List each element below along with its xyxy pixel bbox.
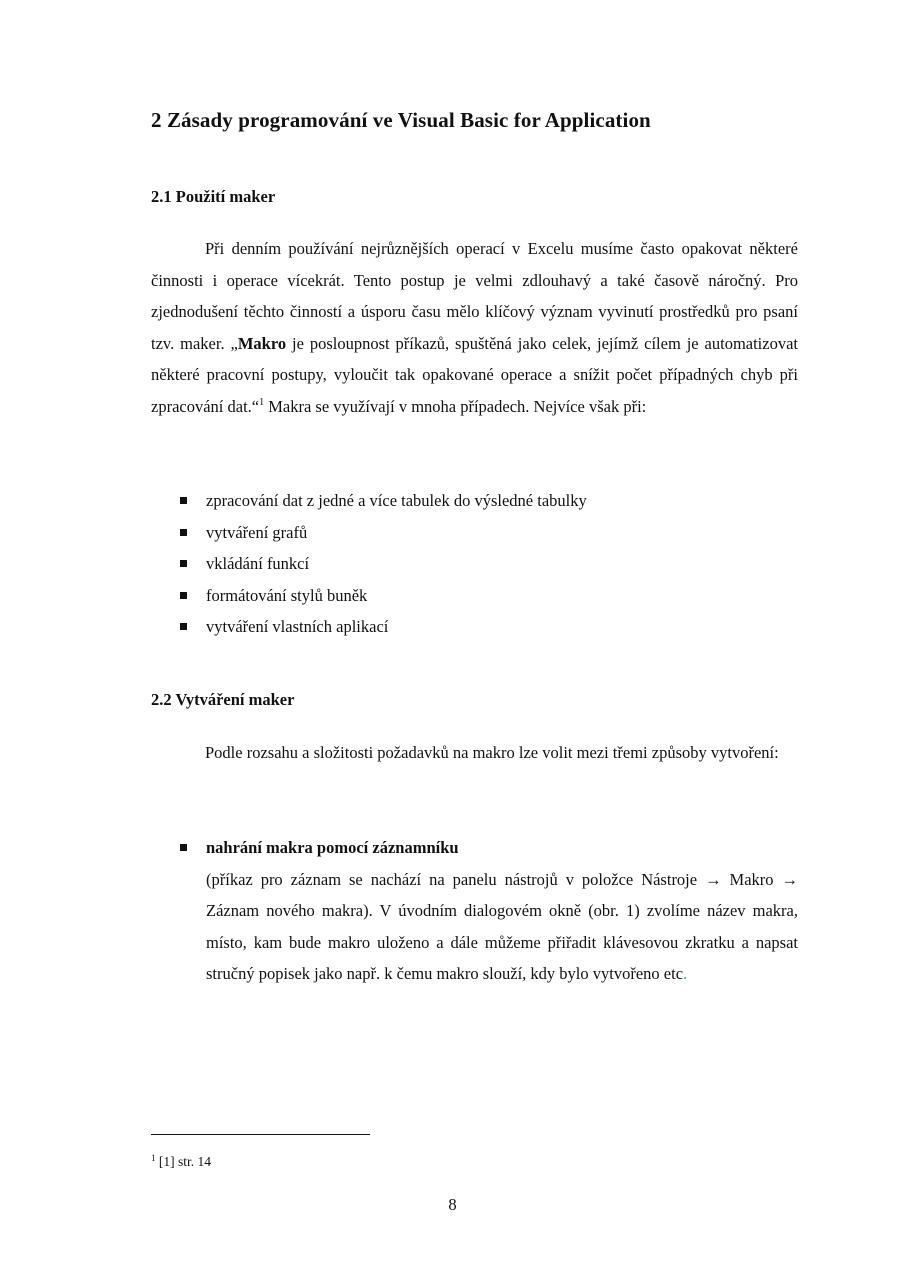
section2-paragraph: Podle rozsahu a složitosti požadavků na makro lze volit mezi třemi způsoby vytvoření:: [205, 743, 779, 762]
method-description: (příkaz pro záznam se nachází na panelu nástrojů v položce Nástroje → Makro → Záznam nového makra). V úvodním dialogovém okně (obr. 1) zvolíme název makra, místo, kam bude makro uloženo a dále můžeme přiřadit klávesovou zkratku a napsat stručný popisek jako např. k čemu makro slouží, kdy bylo vytvořeno etc.: [206, 869, 798, 984]
list-item: vytváření grafů: [151, 517, 798, 549]
bold-term: Makro: [237, 333, 287, 353]
page-number: 8: [448, 1195, 457, 1214]
paragraph-text: je posloupnost příkazů, spuštěná jako celek, jejímž cílem je automatizovat některé pracovní postupy, vyloučit tak opakované operace a snížit počet případných chyb při zpracování dat.“: [151, 333, 799, 416]
list-item: zpracování dat z jedné a více tabulek do výsledné tabulky: [151, 485, 798, 517]
chapter-heading: 2 Zásady programování ve Visual Basic for Application: [151, 108, 651, 132]
list-item: vkládání funkcí: [151, 548, 798, 580]
section-heading-1: 2.1 Použití maker: [151, 187, 276, 206]
footnote-number: 1: [151, 1153, 156, 1163]
footnote-reference: 1: [259, 396, 265, 408]
list-item: formátování stylů buněk: [151, 580, 798, 612]
bullet-icon: [180, 592, 187, 599]
footnote-text: [1] str. 14: [155, 1154, 211, 1169]
footnote-separator: [151, 1134, 370, 1135]
bullet-icon: [180, 497, 187, 504]
bullet-icon: [180, 560, 187, 567]
list-item: vytváření vlastních aplikací: [151, 611, 798, 643]
paragraph-text: Makra se využívají v mnoha případech. Nejvíce však při:: [264, 396, 647, 416]
footnote: [151, 1154, 211, 1170]
bullet-icon: [180, 529, 187, 536]
section1-paragraph: [151, 233, 798, 423]
bullet-list: [151, 485, 798, 643]
bullet-icon: [180, 844, 187, 851]
section-heading-2: 2.2 Vytváření maker: [151, 690, 295, 709]
method-title: nahrání makra pomocí záznamníku: [206, 838, 459, 857]
paragraph-text: Při denním používání nejrůznějších operací v Excelu musíme často opakovat některé činnosti i operace vícekrát. Tento postup je velmi zdlouhavý a také časově náročný. Pro zjednodušení těchto činností a úsporu času mělo klíčový význam vyvinutí prostředků pro psaní tzv. maker. „: [151, 239, 798, 353]
bullet-icon: [180, 623, 187, 630]
